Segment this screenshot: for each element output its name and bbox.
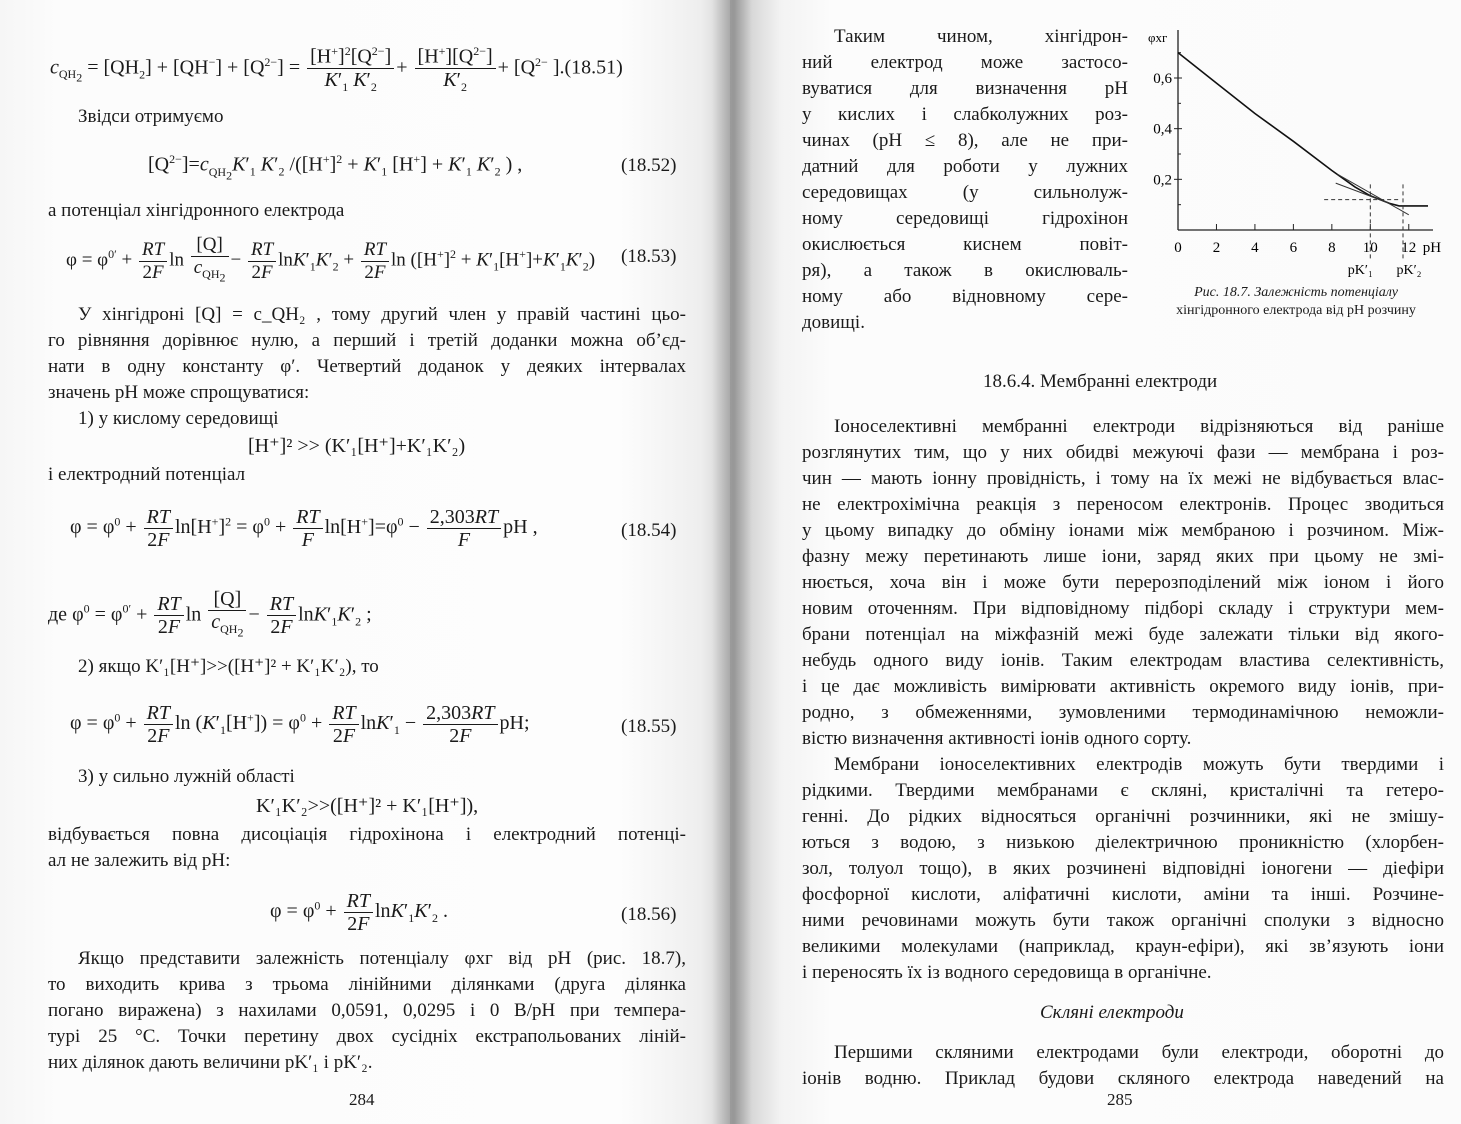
right-top-line-3: вуватися для визначення pH: [802, 78, 1128, 99]
text-de: де: [48, 603, 68, 626]
glass-line-2: іонів водню. Приклад будови скляного електрода наведений на: [802, 1068, 1444, 1089]
x-tick-label: 2: [1212, 240, 1221, 256]
right-top-line-9: окислюється киснем повіт-: [802, 234, 1128, 255]
page-number-left: 284: [349, 1090, 375, 1109]
membrane-line-3: чин — мають іонну провідність, і тому на їх межі не відбувається влас-: [802, 468, 1444, 489]
x-tick-label: 8: [1328, 240, 1336, 256]
paragraph-1-line-4: значень pH може спрощуватися:: [48, 382, 310, 403]
membrane-line-12: родно, з обмеженнями, зумовленими термодинамічною неможли-: [802, 702, 1444, 723]
right-top-line-6: датний для роботи у лужних: [802, 156, 1128, 177]
membrane-line-11: і це дає можливість вимірювати активність окремого виду іонів, при-: [802, 676, 1444, 697]
figure-caption-line-1: Рис. 18.7. Залежність потенціалу: [1194, 285, 1398, 300]
paragraph-2-line-1: відбувається повна дисоціація гідрохінона і електродний потенці-: [48, 824, 686, 845]
condition-1: [H⁺]² >> (K′₁[H⁺]+K′₁K′₂): [248, 435, 466, 457]
equation-18-54: $\varphi = \varphi^0$ + $\frac{RT}{2F}$ $\ln[H^+]^2 = \varphi^0$ + $\frac{RT}{F}$ $\ln[H^+]=\varphi^0$ − $\frac{2,303RT}{F}$ pH ,: [70, 506, 538, 551]
y-axis-label: φхг: [1148, 30, 1168, 45]
equation-number-18-55: (18.55): [621, 716, 677, 737]
membrane2-line-1: Мембрани іоноселективних електродів можуть бути твердими і: [834, 754, 1444, 775]
paragraph-3-line-1: Якщо представити залежність потенціалу φхг від pH (рис. 18.7),: [78, 948, 686, 969]
glass-line-1: Першими скляними електродами були електроди, оборотні до: [834, 1042, 1444, 1063]
membrane-line-2: розглянутих тим, що у них обидві межуючі фази — мембрана і роз-: [802, 442, 1444, 463]
section-heading: 18.6.4. Мембранні електроди: [983, 371, 1218, 392]
membrane2-line-8: великими молекулами (наприклад, краун-ефіри), які зв’язують іони: [802, 936, 1444, 957]
right-top-line-4: у кислих і слабколужних роз-: [802, 104, 1128, 125]
membrane-line-4: не електрохімічна реакція з переносом електронів. Процес зводиться: [802, 494, 1444, 515]
right-top-line-1: Таким чином, хінгідрон-: [834, 26, 1128, 47]
equation-18-53: $\varphi = \varphi^{0'}$ + $\frac{RT}{2F}$ ln $\frac{[Q]}{c_{QH_2}}$ − $\frac{RT}{2F}$ $\ln K'_1K'_2$ + $\frac{RT}{2F}$ $\ln ([H^+]^2 + K'_1[H^+]+K'_1K'_2)$: [66, 234, 596, 285]
subheading-glass-electrodes: Скляні електроди: [1040, 1002, 1184, 1023]
right-page: [730, 0, 1461, 1124]
membrane2-line-7: ними речовинами можуть бути також органічні сполуки з відносно: [802, 910, 1444, 931]
tangent-line: [1336, 183, 1390, 203]
paragraph-3-line-4: турі 25 °С. Точки перетину двох сусідніх екстрапольованих ліній-: [48, 1026, 686, 1047]
book-gutter-shadow: [712, 0, 752, 1124]
paragraph-3-line-5: них ділянок дають величини pK′₁ і pK′₂.: [48, 1052, 373, 1073]
x-tick-label: 4: [1251, 240, 1259, 256]
paragraph-2-line-2: ал не залежить від pH:: [48, 850, 231, 871]
right-top-line-2: ний електрод може застосо-: [802, 52, 1128, 73]
equation-number-18-54: (18.54): [621, 520, 677, 541]
membrane2-line-4: ються з водою, з низькою діелектричною проникністю (хлорбен-: [802, 832, 1444, 853]
membrane2-line-6: фосфорної кислоти, аліфатичні кислоти, аміни та інші. Розчине-: [802, 884, 1444, 905]
x-tick-label: 12: [1401, 240, 1417, 256]
right-top-line-8: ному середовищі гідрохінон: [802, 208, 1128, 229]
paragraph-1-line-1: У хінгідроні [Q] = c_QH₂ , тому другий член у правій частині цьо-: [78, 304, 686, 325]
list-item-3: 3) у сильно лужній області: [78, 766, 295, 787]
right-top-line-10: ря), а також в окислюваль-: [802, 260, 1128, 281]
list-item-1: 1) у кислому середовищі: [78, 408, 279, 429]
equation-number-18-53: (18.53): [621, 246, 677, 267]
membrane-line-7: нюється, хоча він і може бути перерозподілений між іоном і його: [802, 572, 1444, 593]
x-tick-label: 6: [1289, 240, 1298, 256]
membrane-line-13: вістю визначення активності іонів одного сорту.: [802, 728, 1192, 749]
equation-18-52: $[Q^{2-}]=c_{QH_2}K'_1$ $K'_2$ $/([H^+]^2 + K'_1$ $[H^+] + K'_1$ $K'_2$ ) ,: [148, 152, 523, 183]
tangent-line: [1338, 174, 1409, 215]
membrane-line-1: Іоноселективні мембранні електроди відрізняються від раніше: [834, 416, 1444, 437]
right-top-line-12: довищі.: [802, 312, 865, 333]
equation-18-55: $\varphi = \varphi^0$ + $\frac{RT}{2F}$ $\ln (K'_1[H^+]) = \varphi^0$ + $\frac{RT}{2F}$ $\ln K'_1$ − $\frac{2,303RT}{2F}$ pH;: [70, 702, 530, 747]
text-potential: а потенціал хінгідронного електрода: [48, 200, 345, 221]
y-tick-label: 0,2: [1153, 172, 1172, 189]
equation-number-18-52: (18.52): [621, 155, 677, 176]
condition-3: K′₁K′₂>>([H⁺]² + K′₁[H⁺]),: [256, 795, 479, 817]
y-tick-label: 0,4: [1153, 121, 1172, 138]
text-electrode-potential: і електродний потенціал: [48, 464, 246, 485]
membrane2-line-2: рідкими. Твердими мембранами є скляні, кристалічні та гетеро-: [802, 780, 1444, 801]
x-axis-label: pH: [1422, 240, 1442, 256]
series-line-0: [1178, 53, 1428, 206]
membrane-line-9: брани потенціал на міжфазній межі буде залежати тільки від якого-: [802, 624, 1444, 645]
paragraph-1-line-2: го рівняння дорівнює нулю, а перший і третій доданки можна об’єд-: [48, 330, 686, 351]
membrane-line-8: новим оточенням. При відповідному підборі складу і структури мем-: [802, 598, 1444, 619]
equation-18-56: $\varphi = \varphi^0$ + $\frac{RT}{2F}$ $\ln K'_1K'_2$ .: [270, 890, 448, 935]
equation-phi0-definition: де $\varphi^0 = \varphi^{0'}$ + $\frac{RT}{2F}$ ln $\frac{[Q]}{c_{QH_2}}$ − $\frac{RT}{2F}$ $\ln K'_1K'_2$ ;: [48, 588, 372, 640]
paragraph-3-line-2: то виходить крива з трьома лінійними ділянками (друга ділянка: [48, 974, 686, 995]
paragraph-3-line-3: погано виражена) з нахилами 0,0591, 0,0295 і 0 В/pH при темпера-: [48, 1000, 686, 1021]
membrane2-line-5: зол, толуол тощо), в яких розчинені відповідні іоногени — діефіри: [802, 858, 1444, 879]
equation-number-18-56: (18.56): [621, 904, 677, 925]
right-top-line-11: ному або відновному сере-: [802, 286, 1128, 307]
membrane-line-10: небудь одного виду іонів. Таким електродам властива селективність,: [802, 650, 1444, 671]
equation-18-51: $c_{QH_2} = [QH_2] + [QH^-] + [Q^{2-}]$ = $\frac{[H^+]^2[Q^{2-}]}{K'_1 K'_2}$ + $\frac{[H^+][Q^{2-}]}{K'_2}$ + [$Q^{2-}$ ].(18.51): [50, 40, 623, 98]
figure-caption-line-2: хінгідронного електрода від pH розчину: [1176, 303, 1416, 318]
membrane-line-6: фазну межу перетинають лише іони, заряд яких при цьому не змі-: [802, 546, 1444, 567]
marker-label: pK′₁: [1347, 263, 1373, 278]
text-zvidsy: Звідси отримуємо: [78, 106, 224, 127]
list-item-2: 2) якщо K′₁[H⁺]>>([H⁺]² + K′₁K′₂), то: [78, 656, 379, 677]
membrane2-line-9: і переносять їх із водного середовища в органічне.: [802, 962, 1212, 983]
right-top-line-7: середовищах (у сильнолуж-: [802, 182, 1128, 203]
page-number-right: 285: [1107, 1090, 1133, 1109]
marker-label: pK′₂: [1396, 263, 1422, 278]
left-page: [0, 0, 730, 1124]
membrane-line-5: у цьому випадку до обміну іонами між мембраною і розчином. Між-: [802, 520, 1444, 541]
x-tick-label: 0: [1174, 240, 1182, 256]
paragraph-1-line-3: нати в одну константу φ′. Четвертий доданок у деяких інтервалах: [48, 356, 686, 377]
y-tick-label: 0,6: [1153, 71, 1172, 87]
figure-18-7-chart: [1130, 20, 1450, 282]
right-top-line-5: чинах (pH ≤ 8), але не при-: [802, 130, 1128, 151]
membrane2-line-3: генні. До рідких відносяться органічні розчинники, які не змішу-: [802, 806, 1444, 827]
figure-caption: [1146, 284, 1446, 320]
x-tick-label: 10: [1362, 240, 1378, 256]
